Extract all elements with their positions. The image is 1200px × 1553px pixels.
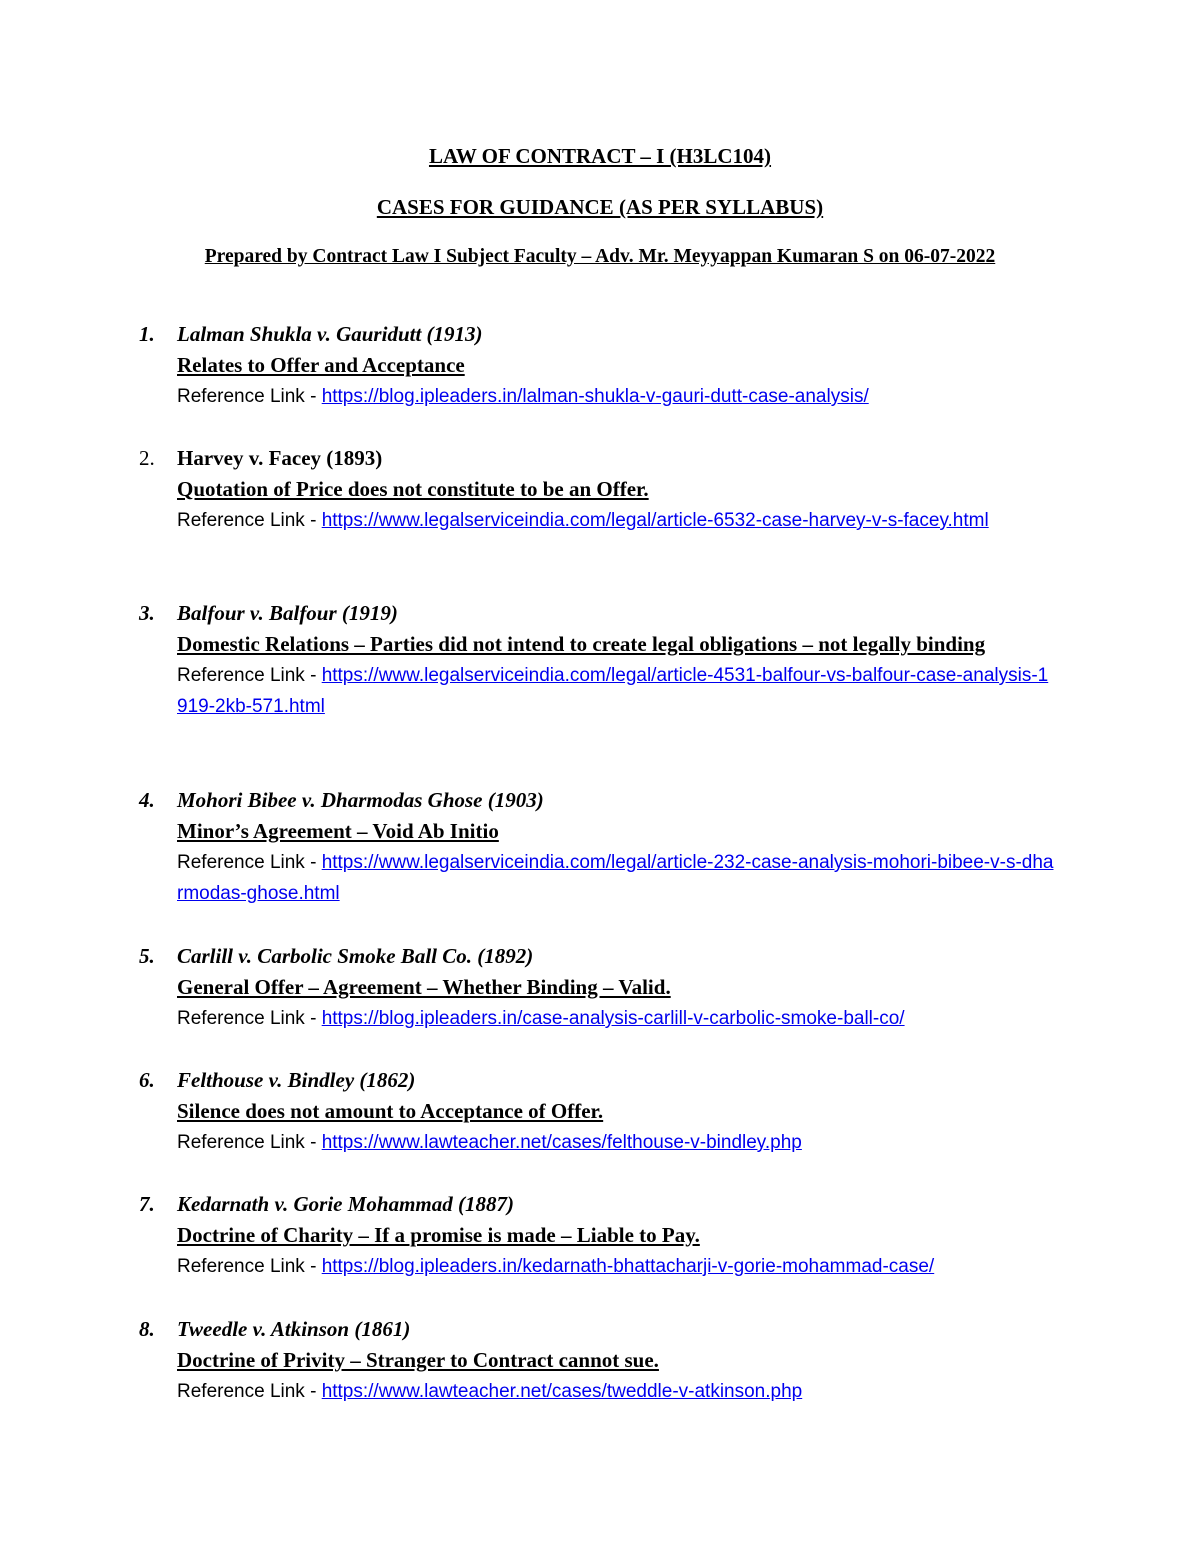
case-number: 4. [139, 788, 155, 812]
reference-link[interactable]: https://blog.ipleaders.in/case-analysis-carlill-v-carbolic-smoke-ball-co/ [321, 1008, 905, 1029]
case-number: 3. [139, 601, 155, 625]
reference-line [177, 660, 1057, 722]
case-title: Mohori Bibee v. Dharmodas Ghose (1903) [177, 788, 544, 812]
reference-line [177, 1376, 1057, 1407]
case-title: Balfour v. Balfour (1919) [177, 601, 398, 625]
case-number: 6. [139, 1068, 155, 1092]
case-description: General Offer – Agreement – Whether Binding – Valid. [177, 975, 671, 999]
case-title: Felthouse v. Bindley (1862) [177, 1068, 416, 1092]
reference-label: Reference Link - [177, 665, 322, 686]
reference-link[interactable]: https://www.legalserviceindia.com/legal/article-232-case-analysis-mohori-bibee-v-s-dharmodas-ghose.html [177, 852, 1054, 904]
reference-line [177, 847, 1057, 909]
reference-label: Reference Link - [177, 1132, 322, 1153]
case-number: 1. [139, 322, 155, 346]
case-number: 2. [139, 446, 155, 470]
reference-line [177, 1251, 1057, 1282]
reference-link[interactable]: https://blog.ipleaders.in/kedarnath-bhattacharji-v-gorie-mohammad-case/ [321, 1256, 935, 1277]
case-description: Relates to Offer and Acceptance [177, 353, 465, 377]
reference-label: Reference Link - [177, 386, 322, 407]
reference-label: Reference Link - [177, 1008, 322, 1029]
case-number: 8. [139, 1317, 155, 1341]
prepared-by-line: Prepared by Contract Law I Subject Faculty – Adv. Mr. Meyyappan Kumaran S on 06-07-2022 [204, 246, 996, 267]
case-description: Silence does not amount to Acceptance of Offer. [177, 1099, 604, 1123]
reference-link[interactable]: https://www.legalserviceindia.com/legal/article-4531-balfour-vs-balfour-case-analysis-1919-2kb-571.html [177, 665, 1049, 717]
reference-label: Reference Link - [177, 510, 322, 531]
case-number: 5. [139, 944, 155, 968]
reference-link[interactable]: https://blog.ipleaders.in/lalman-shukla-v-gauri-dutt-case-analysis/ [321, 386, 869, 407]
case-description: Quotation of Price does not constitute to be an Offer. [177, 477, 649, 501]
case-description: Doctrine of Privity – Stranger to Contract cannot sue. [177, 1348, 659, 1372]
reference-line [177, 1003, 1057, 1034]
reference-line [177, 505, 1057, 536]
case-title: Tweedle v. Atkinson (1861) [177, 1317, 411, 1341]
case-description: Minor’s Agreement – Void Ab Initio [177, 819, 499, 843]
case-title: Lalman Shukla v. Gauridutt (1913) [177, 322, 483, 346]
case-title: Carlill v. Carbolic Smoke Ball Co. (1892) [177, 944, 534, 968]
case-title: Harvey v. Facey (1893) [177, 446, 383, 470]
reference-link[interactable]: https://www.lawteacher.net/cases/felthouse-v-bindley.php [321, 1132, 802, 1153]
document-subtitle: CASES FOR GUIDANCE (AS PER SYLLABUS) [376, 195, 824, 219]
case-number: 7. [139, 1192, 155, 1216]
reference-label: Reference Link - [177, 1381, 322, 1402]
case-description: Doctrine of Charity – If a promise is made – Liable to Pay. [177, 1223, 700, 1247]
reference-label: Reference Link - [177, 1256, 322, 1277]
reference-label: Reference Link - [177, 852, 322, 873]
reference-link[interactable]: https://www.legalserviceindia.com/legal/article-6532-case-harvey-v-s-facey.html [321, 510, 989, 531]
case-description: Domestic Relations – Parties did not intend to create legal obligations – not legally binding [177, 632, 986, 656]
case-title: Kedarnath v. Gorie Mohammad (1887) [177, 1192, 514, 1216]
course-title: LAW OF CONTRACT – I (H3LC104) [428, 144, 772, 168]
reference-line [177, 1127, 1057, 1158]
reference-line [177, 381, 1057, 412]
reference-link[interactable]: https://www.lawteacher.net/cases/tweddle-v-atkinson.php [321, 1381, 803, 1402]
